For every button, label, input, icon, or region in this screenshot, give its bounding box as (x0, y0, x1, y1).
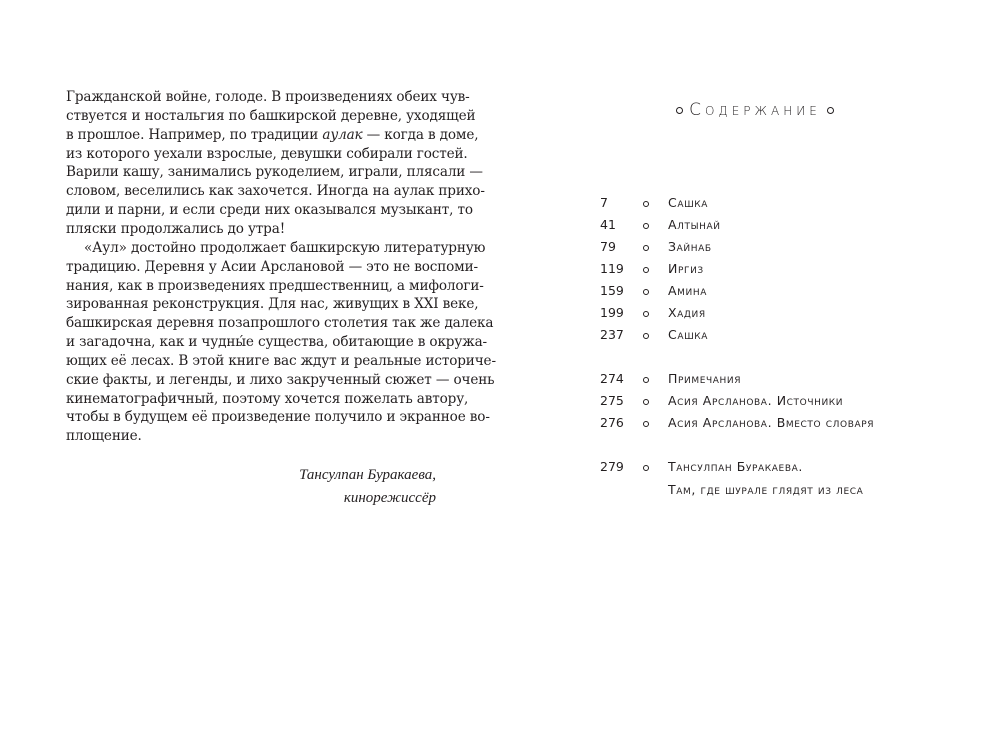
toc-entry-title: Тансулпан Буракаева. (668, 459, 803, 474)
text-line: Варили кашу, занимались рукоделием, играли, плясали — (66, 164, 483, 181)
text-line: традицию. Деревня у Асии Арслановой — это не воспоми- (66, 258, 478, 275)
toc-entry-subtitle: Там, где шурале глядят из леса (668, 482, 864, 497)
toc-entry-title: Асия Арсланова. Источники (668, 393, 844, 408)
toc-page-number: 276 (600, 415, 624, 430)
bullet-icon (643, 223, 649, 229)
text-line: ствуется и ностальгия по башкирской деревне, уходящей (66, 107, 476, 124)
toc-entry[interactable] (500, 259, 1000, 279)
text-line: чтобы в будущем её произведение получило и экранное во- (66, 409, 490, 426)
text-line: «Аул» достойно продолжает башкирскую литературную (84, 239, 486, 256)
emphasis: аулак (322, 126, 363, 143)
text-line: ские факты, и легенды, и лихо закрученный сюжет — очень (66, 371, 495, 388)
toc-entry-title: Зайнаб (668, 239, 712, 254)
text-line: в прошлое. Например, по традиции аулак — когда в доме, (66, 126, 479, 143)
bullet-icon (643, 201, 649, 207)
toc-entry-title: Алтынай (668, 217, 721, 232)
toc-entry[interactable] (500, 369, 1000, 389)
toc-page-number: 237 (600, 327, 624, 342)
bullet-icon (643, 311, 649, 317)
toc-entry[interactable] (500, 237, 1000, 257)
toc-entry-title: Хадия (668, 305, 706, 320)
bullet-icon (643, 421, 649, 427)
toc-entry[interactable] (500, 303, 1000, 323)
toc-entry-title: Сашка (668, 327, 709, 342)
right-page (500, 0, 1001, 742)
bullet-icon (643, 289, 649, 295)
toc-page-number: 119 (600, 261, 624, 276)
toc-entry[interactable] (500, 391, 1000, 411)
text-line: Гражданской войне, голоде. В произведениях обеих чув- (66, 89, 470, 105)
text-line: пляски продолжались до утра! (66, 220, 286, 237)
toc-title: Содержание (689, 100, 821, 120)
toc-entry-title: Иргиз (668, 261, 704, 276)
toc-page-number: 79 (600, 239, 616, 254)
toc-entry[interactable] (500, 325, 1000, 345)
text-line: башкирская деревня позапрошлого столетия так же далека (66, 315, 494, 332)
text-line: кинематографичный, поэтому хочется пожелать автору, (66, 390, 469, 407)
toc-entry[interactable] (500, 215, 1000, 235)
text-line: из которого уехали взрослые, девушки собирали гостей. (66, 145, 468, 162)
toc-entry-title: Примечания (668, 371, 742, 386)
toc-page-number: 279 (600, 459, 624, 474)
toc-page-number: 274 (600, 371, 624, 386)
text-line: нания, как в произведениях предшественниц, а мифологи- (66, 277, 484, 294)
toc-page-number: 159 (600, 283, 624, 298)
text-line: дили и парни, и если среди них оказывался музыкант, то (66, 202, 473, 219)
toc-entry-subtitle-row (500, 480, 1000, 500)
bullet-icon (643, 465, 649, 471)
toc-page-number: 41 (600, 217, 616, 232)
toc-entry[interactable] (500, 413, 1000, 433)
text-line: площение. (66, 428, 142, 445)
bullet-icon (643, 333, 649, 339)
signature-role: кинорежиссёр (343, 490, 436, 506)
text-line: ющих её лесах. В этой книге вас ждут и реальные историче- (66, 352, 496, 369)
signature-name: Тансулпан Буракаева, (299, 467, 436, 483)
bullet-icon (643, 245, 649, 251)
toc-entry-title: Амина (668, 283, 707, 298)
toc-entry[interactable] (500, 281, 1000, 301)
toc-page-number: 199 (600, 305, 624, 320)
toc-page-number: 275 (600, 393, 624, 408)
left-page (0, 0, 500, 742)
toc-entry-title: Асия Арсланова. Вместо словаря (668, 415, 875, 430)
toc-entry-title: Сашка (668, 195, 709, 210)
bullet-icon (643, 399, 649, 405)
text-line: и загадочна, как и чудны́е существа, обитающие в окружа- (66, 334, 487, 351)
toc-entry[interactable] (500, 193, 1000, 213)
toc-page-number: 7 (600, 195, 608, 210)
dot-icon (827, 107, 834, 114)
toc-entry[interactable] (500, 457, 1000, 477)
dot-icon (676, 107, 683, 114)
toc-heading (640, 100, 870, 120)
text-line: словом, веселились как захочется. Иногда на аулак прихо- (66, 183, 485, 200)
bullet-icon (643, 377, 649, 383)
bullet-icon (643, 267, 649, 273)
text-line: зированная реконструкция. Для нас, живущих в XXI веке, (66, 296, 479, 313)
